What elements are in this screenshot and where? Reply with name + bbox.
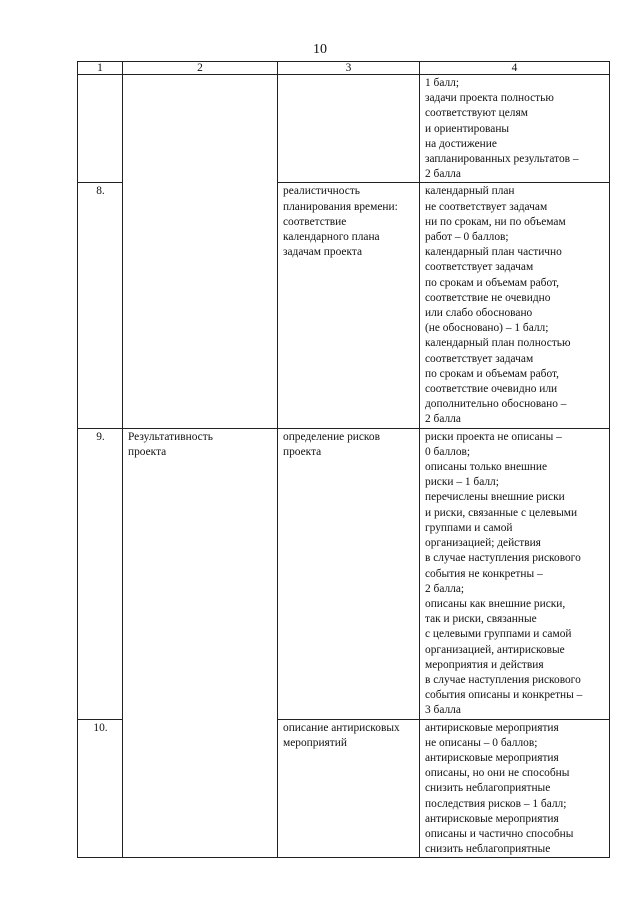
row-number: 8.: [78, 183, 123, 428]
scoring-line: календарный план полностью: [425, 337, 571, 350]
header-cell-2: 2: [123, 62, 278, 75]
indicator-cell: [278, 428, 420, 719]
scoring-line: и ориентированы: [425, 122, 510, 135]
scoring-line: соответствуют целям: [425, 107, 528, 120]
criterion-cell: [123, 719, 278, 858]
scoring-line: дополнительно обосновано –: [425, 398, 567, 411]
scoring-line: задачи проекта полностью: [425, 92, 554, 105]
page-number: 10: [313, 42, 327, 57]
criterion-line: проекта: [128, 445, 167, 458]
scoring-line: не описаны – 0 баллов;: [425, 736, 538, 749]
table-row: [78, 183, 610, 428]
scoring-line: события не конкретны –: [425, 567, 543, 580]
criterion-cell: [123, 183, 278, 428]
scoring-line: работ – 0 баллов;: [425, 231, 509, 244]
scoring-line: 0 баллов;: [425, 445, 471, 458]
indicator-cell: [278, 75, 420, 183]
indicator-line: мероприятий: [283, 736, 347, 749]
scoring-line: организацией; действия: [425, 537, 541, 550]
scoring-line: ни по срокам, ни по объемам: [425, 215, 566, 228]
scoring-line: группами и самой: [425, 521, 513, 534]
scoring-line: в случае наступления рискового: [425, 552, 581, 565]
scoring-line: 2 балла: [425, 413, 461, 426]
scoring-line: календарный план: [425, 185, 515, 198]
criteria-table: [77, 61, 610, 858]
scoring-line: запланированных результатов –: [425, 153, 579, 166]
scoring-line: антирисковые мероприятия: [425, 751, 559, 764]
scoring-line: описаны, но они не способны: [425, 767, 570, 780]
scoring-line: последствия рисков – 1 балл;: [425, 797, 567, 810]
indicator-cell: [278, 183, 420, 428]
scoring-line: не соответствует задачам: [425, 200, 548, 213]
indicator-line: определение рисков: [283, 430, 380, 443]
scoring-line: 1 балл;: [425, 77, 460, 89]
scoring-cell: [420, 75, 610, 183]
header-cell-3: 3: [278, 62, 420, 75]
scoring-line: организацией, антирисковые: [425, 643, 565, 656]
scoring-line: соответствует задачам: [425, 352, 534, 365]
scoring-line: с целевыми группами и самой: [425, 628, 572, 641]
scoring-line: мероприятия и действия: [425, 658, 544, 671]
indicator-line: описание антирисковых: [283, 721, 400, 734]
row-number: 10.: [78, 719, 123, 858]
row-number: 9.: [78, 428, 123, 719]
table-row: [78, 428, 610, 719]
scoring-line: риски – 1 балл;: [425, 476, 499, 489]
scoring-line: 2 балла: [425, 168, 461, 181]
scoring-line: (не обосновано) – 1 балл;: [425, 322, 549, 335]
scoring-line: так и риски, связанные: [425, 613, 537, 626]
scoring-line: соответствие не очевидно: [425, 291, 551, 304]
criterion-line: Результативность: [128, 430, 213, 443]
indicator-line: планирования времени:: [283, 200, 398, 213]
scoring-line: антирисковые мероприятия: [425, 721, 559, 734]
table-row: [78, 75, 610, 183]
scoring-line: по срокам и объемам работ,: [425, 367, 559, 380]
indicator-line: реалистичность: [283, 185, 360, 198]
scoring-line: в случае наступления рискового: [425, 673, 581, 686]
scoring-line: 2 балла;: [425, 582, 465, 595]
scoring-cell: [420, 719, 610, 858]
scoring-line: антирисковые мероприятия: [425, 812, 559, 825]
indicator-cell: [278, 719, 420, 858]
scoring-cell: [420, 183, 610, 428]
scoring-line: и риски, связанные с целевыми: [425, 506, 578, 519]
indicator-line: соответствие: [283, 215, 347, 228]
indicator-line: проекта: [283, 445, 322, 458]
scoring-line: соответствует задачам: [425, 261, 534, 274]
scoring-line: календарный план частично: [425, 246, 562, 259]
header-cell-4: 4: [420, 62, 610, 75]
scoring-line: снизить неблагоприятные: [425, 843, 551, 856]
scoring-line: по срокам и объемам работ,: [425, 276, 559, 289]
scoring-line: риски проекта не описаны –: [425, 430, 562, 443]
indicator-line: задачам проекта: [283, 246, 363, 259]
scoring-line: или слабо обосновано: [425, 307, 533, 320]
scoring-line: описаны только внешние: [425, 461, 548, 474]
scoring-line: описаны и частично способны: [425, 827, 574, 840]
indicator-line: календарного плана: [283, 231, 380, 244]
scoring-line: снизить неблагоприятные: [425, 782, 551, 795]
header-cell-1: 1: [78, 62, 123, 75]
row-number: [78, 75, 123, 183]
scoring-line: описаны как внешние риски,: [425, 597, 566, 610]
scoring-line: 3 балла: [425, 704, 461, 717]
criterion-cell: [123, 428, 278, 719]
scoring-cell: [420, 428, 610, 719]
scoring-line: соответствие очевидно или: [425, 383, 558, 396]
table-header-row: [78, 62, 610, 75]
table-row: [78, 719, 610, 858]
criterion-cell: [123, 75, 278, 183]
scoring-line: события описаны и конкретны –: [425, 689, 583, 702]
scoring-line: перечислены внешние риски: [425, 491, 565, 504]
scoring-line: на достижение: [425, 137, 497, 150]
